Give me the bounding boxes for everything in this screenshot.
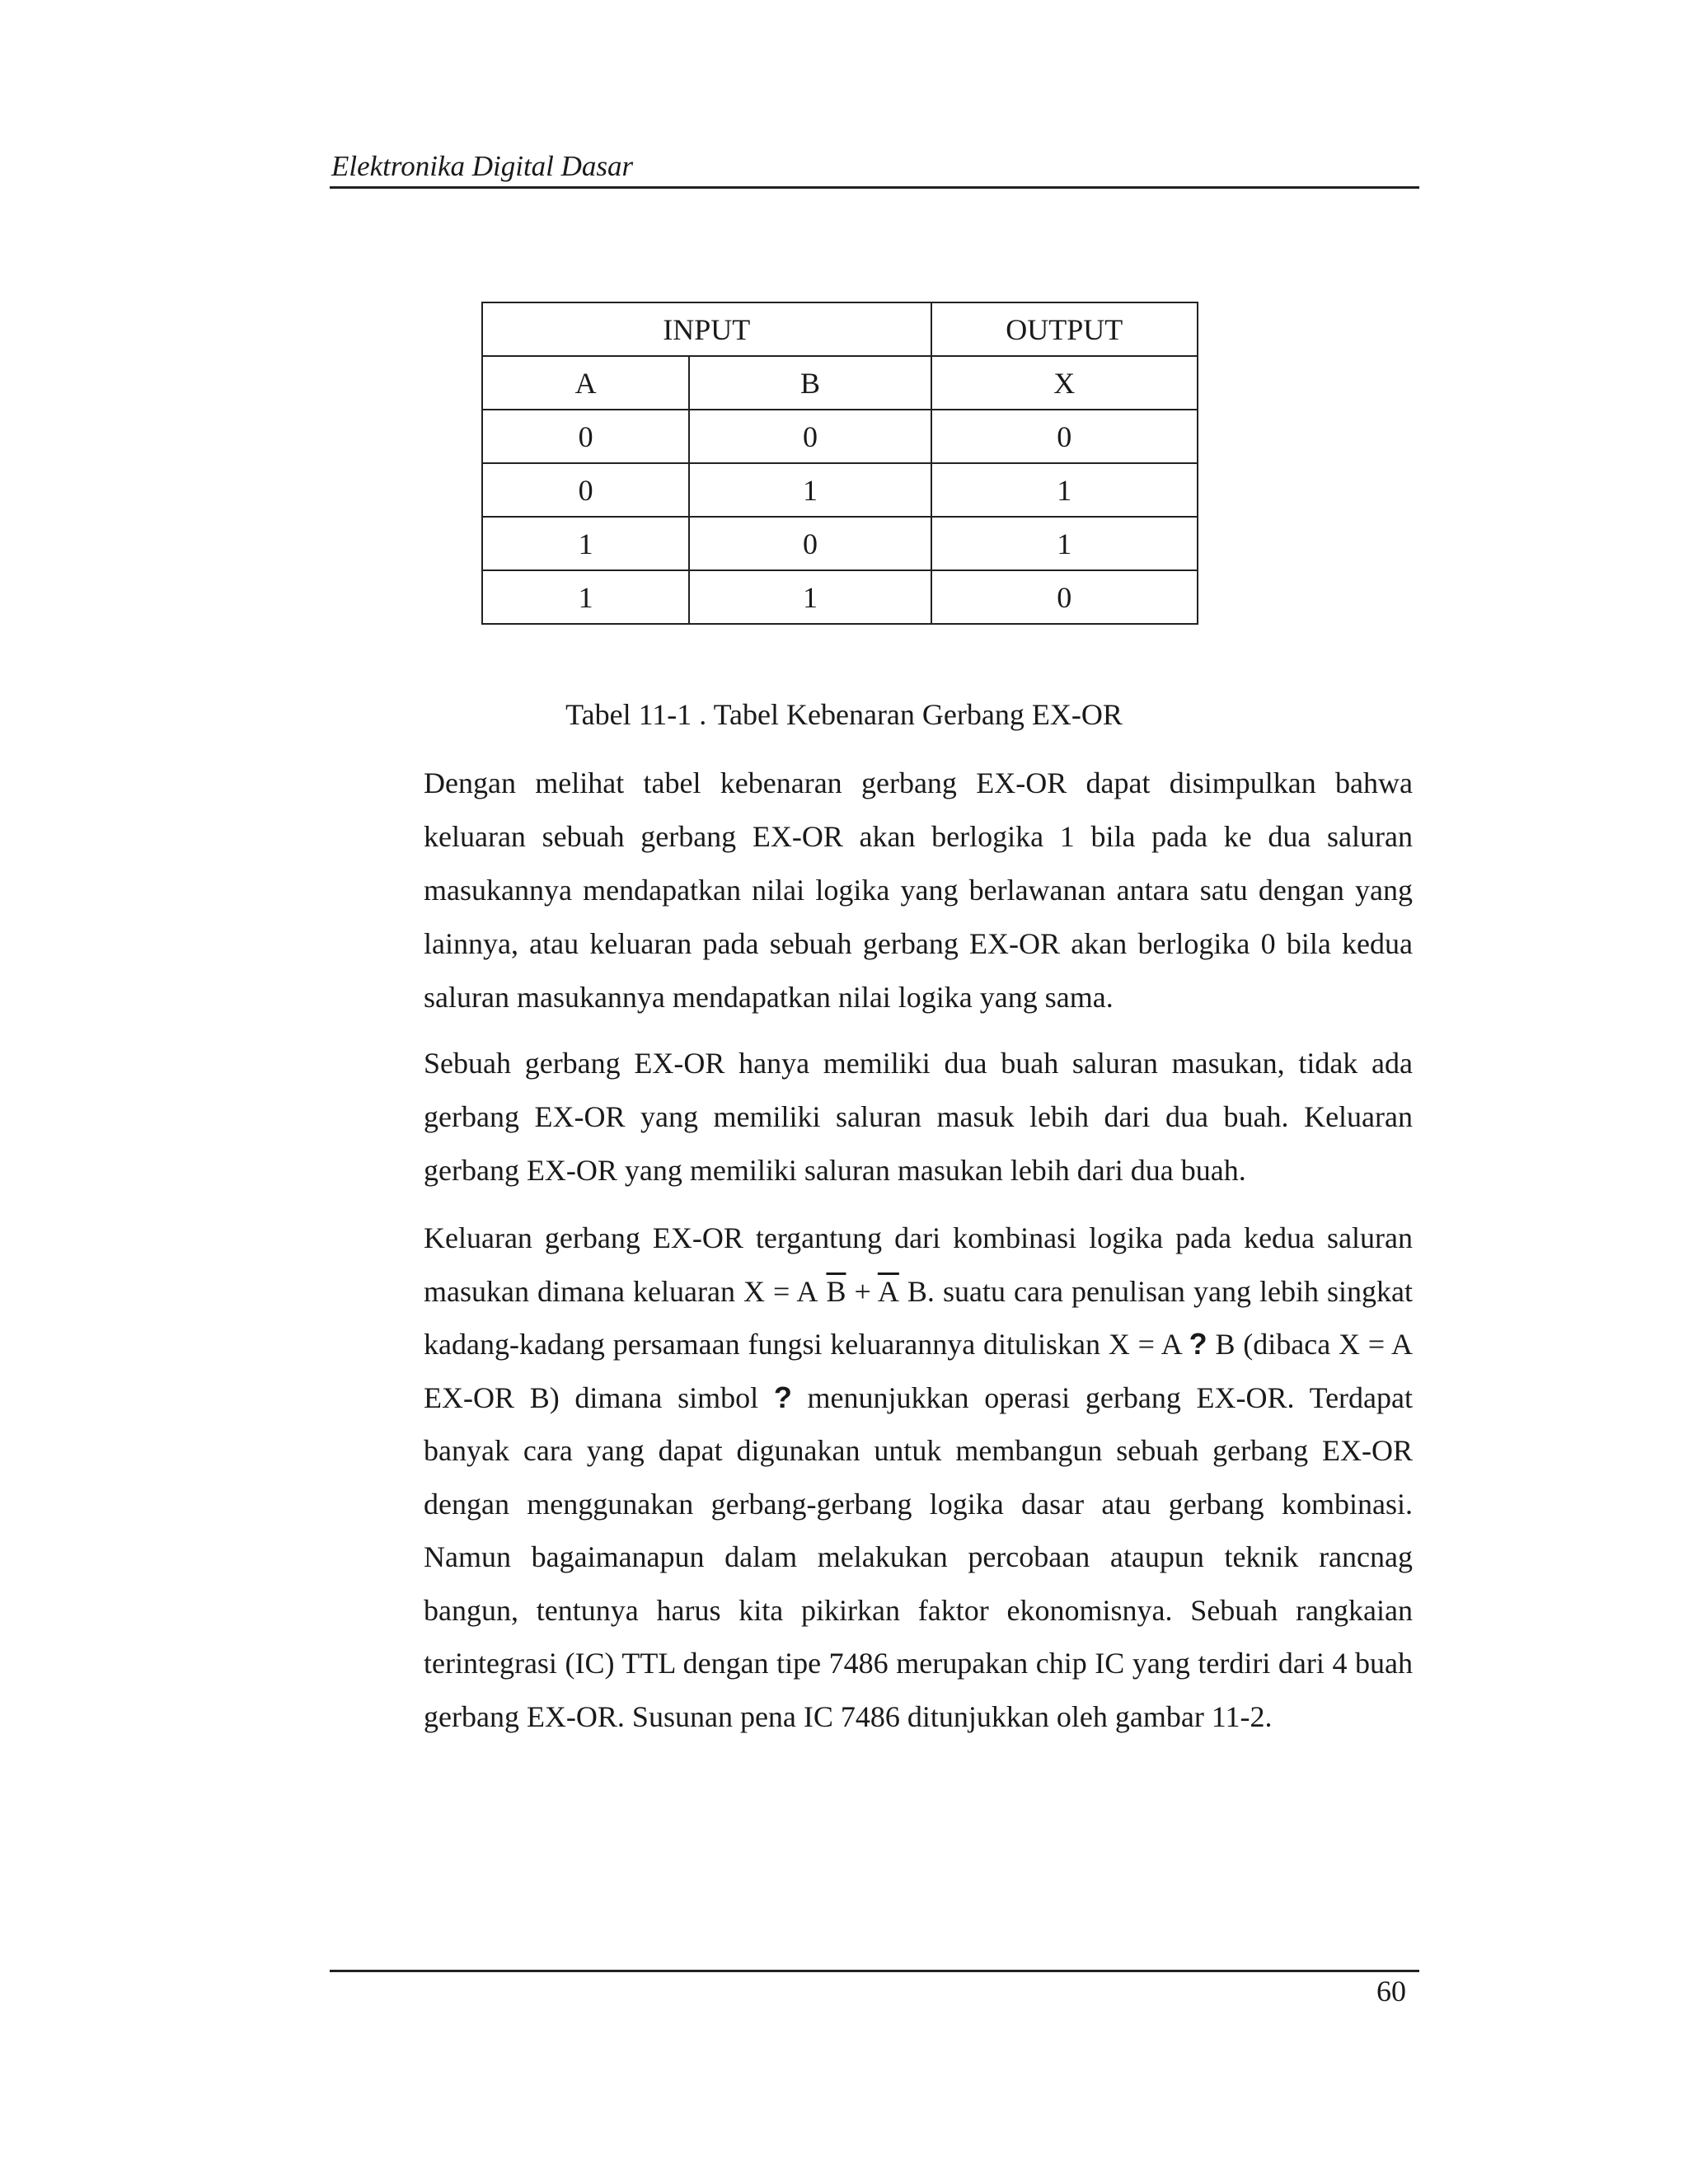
table-group-header-row bbox=[482, 302, 1198, 356]
table-cell: 1 bbox=[931, 463, 1198, 517]
table-col-x: X bbox=[931, 356, 1198, 410]
table-col-a: A bbox=[482, 356, 689, 410]
table-cell: 0 bbox=[482, 410, 689, 463]
table-row bbox=[482, 463, 1198, 517]
table-cell: 1 bbox=[482, 570, 689, 624]
table-cell: 0 bbox=[689, 410, 931, 463]
table-row bbox=[482, 570, 1198, 624]
xor-symbol: ? bbox=[773, 1380, 792, 1414]
paragraph-remaining-text: menunjukkan operasi gerbang EX-OR. Terdapat banyak cara yang dapat digunakan untuk membangun sebuah gerbang EX-OR dengan menggunakan gerbang-gerbang logika dasar atau gerbang kombinasi. Namun bagaimanapun dalam melakukan percobaan ataupun teknik rancnag bangun, tentunya harus kita pikirkan faktor ekonomisnya. Sebuah rangkaian terintegrasi (IC) TTL dengan tipe 7486 merupakan chip IC yang terdiri dari 4 buah gerbang EX-OR. Susunan pena IC 7486 ditunjukkan oleh gambar 11-2. bbox=[424, 1380, 1413, 1733]
paragraph-input-count: Sebuah gerbang EX-OR hanya memiliki dua buah saluran masukan, tidak ada gerbang EX-OR yang memiliki saluran masuk lebih dari dua buah. Keluaran gerbang EX-OR yang memiliki saluran masukan lebih dari dua buah. bbox=[424, 1047, 1413, 1187]
table-header-input: INPUT bbox=[482, 302, 931, 356]
paragraph-truth-table-summary: Dengan melihat tabel kebenaran gerbang EX-OR dapat disimpulkan bahwa keluaran sebuah gerbang EX-OR akan berlogika 1 bila pada ke dua saluran masukannya mendapatkan nilai logika yang berlawanan antara satu dengan yang lainnya, atau keluaran pada sebuah gerbang EX-OR akan berlogika 0 bila kedua saluran masukannya mendapatkan nilai logika yang sama. bbox=[424, 766, 1413, 1014]
equation-term-a-bar: $\overline{A}$ bbox=[877, 1274, 899, 1308]
equation-term-a: A bbox=[796, 1274, 818, 1308]
header-rule bbox=[330, 186, 1419, 189]
table-column-header-row bbox=[482, 356, 1198, 410]
table-cell: 0 bbox=[931, 570, 1198, 624]
table-cell: 1 bbox=[689, 570, 931, 624]
equation-after-text: . suatu cara penulisan yang lebih singkat kadang-kadang persamaan fungsi keluarannya dituliskan X = A bbox=[424, 1274, 1414, 1361]
equation-after-symbol-text: B (dibaca X = A EX-OR B) dimana simbol bbox=[424, 1328, 1414, 1414]
table-row bbox=[482, 517, 1198, 570]
table-cell: 0 bbox=[931, 410, 1198, 463]
table-header-output: OUTPUT bbox=[931, 302, 1198, 356]
equation-term-b-bar: $\overline{B}$ bbox=[826, 1274, 846, 1308]
equation-term-b: B bbox=[907, 1274, 927, 1308]
page-number: 60 bbox=[1376, 1975, 1406, 2008]
table-cell: 1 bbox=[482, 517, 689, 570]
truth-table bbox=[481, 302, 1198, 625]
table-cell: 1 bbox=[931, 517, 1198, 570]
xor-symbol: ? bbox=[1189, 1327, 1207, 1361]
table-row bbox=[482, 410, 1198, 463]
footer-rule bbox=[330, 1970, 1419, 1972]
equation-plus: + bbox=[846, 1274, 878, 1308]
table-cell: 0 bbox=[482, 463, 689, 517]
running-header: Elektronika Digital Dasar bbox=[331, 150, 634, 182]
equation-intro-text: Keluaran gerbang EX-OR tergantung dari kombinasi logika pada kedua saluran masukan dimana keluaran X = bbox=[424, 1221, 1413, 1308]
table-cell: 1 bbox=[689, 463, 931, 517]
table-col-b: B bbox=[689, 356, 931, 410]
table-caption: Tabel 11-1 . Tabel Kebenaran Gerbang EX-OR bbox=[565, 698, 1123, 731]
paragraph-output-equation bbox=[424, 1212, 1413, 1743]
table-cell: 0 bbox=[689, 517, 931, 570]
